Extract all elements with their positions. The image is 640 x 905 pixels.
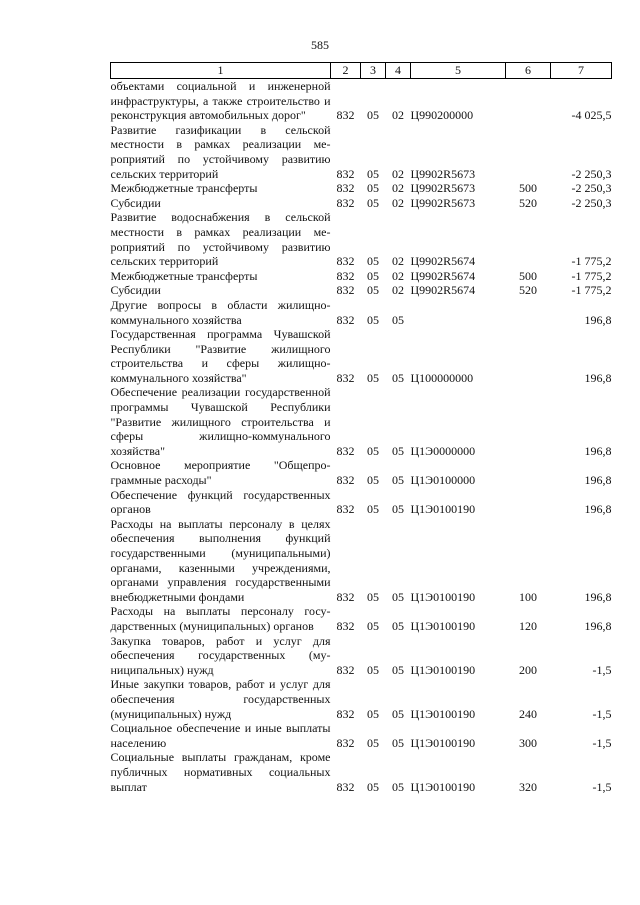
row-section: 05 — [367, 706, 379, 721]
row-subsection: 02 — [392, 254, 404, 269]
row-expense-type: 500 — [519, 268, 537, 283]
row-target-article: Ц9902R5674 — [410, 268, 476, 283]
row-name: Обеспечение реализации государственной программы Чувашской Республики "Развитие жилищного строительства и сферы жилищно-коммунального хозяйства" — [110, 385, 331, 458]
row-subsection: 02 — [392, 268, 404, 283]
row-section: 05 — [367, 108, 379, 123]
row-section: 05 — [367, 502, 379, 517]
row-ministry-code: 832 — [336, 254, 355, 269]
row-section: 05 — [367, 268, 379, 283]
row-ministry-code: 832 — [336, 443, 355, 458]
row-subsection: 02 — [392, 166, 404, 181]
table-row — [111, 283, 612, 298]
row-name: Субсидии — [110, 283, 161, 298]
row-subsection: 05 — [392, 312, 404, 327]
row-subsection: 05 — [392, 443, 404, 458]
row-amount: -2 250,3 — [571, 166, 612, 181]
row-expense-type: 300 — [519, 735, 537, 750]
row-name: Социальные выплаты гражданам, кроме публичных нормативных социальных выплат — [110, 750, 331, 794]
row-expense-type — [506, 385, 551, 458]
row-amount: -4 025,5 — [571, 108, 612, 123]
row-expense-type — [506, 298, 551, 327]
row-target-article — [411, 298, 506, 327]
row-amount: -1,5 — [592, 706, 612, 721]
row-name: Межбюджетные трансферты — [110, 181, 258, 196]
row-subsection: 05 — [392, 589, 404, 604]
row-expense-type: 240 — [519, 706, 537, 721]
row-amount: -1,5 — [592, 735, 612, 750]
table-row — [111, 385, 612, 458]
row-expense-type: 500 — [519, 181, 537, 196]
row-section: 05 — [367, 312, 379, 327]
row-name: Обеспечение функций государственных органов — [110, 487, 331, 517]
row-target-article: Ц1Э0100190 — [410, 735, 476, 750]
row-target-article: Ц1Э0100000 — [410, 473, 476, 488]
row-ministry-code: 832 — [336, 589, 355, 604]
row-target-article: Ц100000000 — [410, 370, 474, 385]
row-target-article: Ц990200000 — [410, 108, 474, 123]
header-col-3: 3 — [361, 63, 386, 79]
row-name: Межбюджетные трансферты — [110, 268, 258, 283]
row-amount: 196,8 — [584, 443, 612, 458]
header-col-7: 7 — [551, 63, 612, 79]
row-ministry-code: 832 — [336, 662, 355, 677]
table-row — [111, 488, 612, 517]
table-row — [111, 604, 612, 633]
row-name: Расходы на выплаты персоналу государственных (муниципальных) органов — [110, 604, 331, 633]
row-expense-type — [506, 123, 551, 181]
row-target-article: Ц1Э0100190 — [410, 662, 476, 677]
row-expense-type — [506, 327, 551, 385]
row-name: Государственная программа Чувашской Республики "Развитие жилищного строительства и сферы жилищно-коммунального хозяйства" — [110, 327, 331, 385]
row-ministry-code: 832 — [336, 706, 355, 721]
row-ministry-code: 832 — [336, 108, 355, 123]
row-amount: -1,5 — [592, 779, 612, 794]
row-name: Иные закупки товаров, работ и услуг для обеспечения государственных (муниципальных) нужд — [110, 677, 331, 721]
table-row — [111, 750, 612, 794]
page-number: 585 — [311, 38, 329, 52]
row-name: Другие вопросы в области жилищно-коммунального хозяйства — [110, 297, 331, 327]
row-subsection: 05 — [392, 473, 404, 488]
row-ministry-code: 832 — [336, 312, 355, 327]
row-section: 05 — [367, 662, 379, 677]
row-section: 05 — [367, 166, 379, 181]
row-name: объектами социальной и инженерной инфраструктуры, а также строительство и реконструкция автомобильных дорог" — [110, 79, 331, 123]
row-section: 05 — [367, 779, 379, 794]
row-amount: 196,8 — [584, 589, 612, 604]
row-expense-type: 200 — [519, 662, 537, 677]
table-row — [111, 298, 612, 327]
row-name: Субсидии — [110, 195, 161, 210]
row-name: Развитие газификации в сельской местности в рамках реализации мероприятий по устойчивому развитию сельских территорий — [110, 122, 331, 181]
row-expense-type — [506, 210, 551, 268]
row-section: 05 — [367, 589, 379, 604]
table-header-row — [111, 63, 612, 79]
row-section: 05 — [367, 370, 379, 385]
row-target-article: Ц1Э0100190 — [410, 502, 476, 517]
row-ministry-code: 832 — [336, 268, 355, 283]
table-row — [111, 181, 612, 196]
row-section: 05 — [367, 181, 379, 196]
row-expense-type: 100 — [519, 589, 537, 604]
row-section: 05 — [367, 735, 379, 750]
row-section: 05 — [367, 195, 379, 210]
row-ministry-code: 832 — [336, 502, 355, 517]
header-col-5: 5 — [411, 63, 506, 79]
row-subsection: 05 — [392, 370, 404, 385]
row-target-article: Ц9902R5674 — [410, 254, 476, 269]
row-target-article: Ц1Э0100190 — [410, 589, 476, 604]
row-ministry-code: 832 — [336, 473, 355, 488]
row-expense-type: 520 — [519, 283, 537, 298]
row-expense-type: 520 — [519, 195, 537, 210]
row-subsection: 02 — [392, 108, 404, 123]
row-amount: -2 250,3 — [571, 195, 612, 210]
row-ministry-code: 832 — [336, 166, 355, 181]
row-name: Закупка товаров, работ и услуг для обеспечения государственных (муниципальных) нужд — [110, 633, 331, 677]
table-row — [111, 634, 612, 678]
row-subsection: 05 — [392, 706, 404, 721]
row-ministry-code: 832 — [336, 735, 355, 750]
row-ministry-code: 832 — [336, 283, 355, 298]
row-target-article: Ц9902R5674 — [410, 283, 476, 298]
row-target-article: Ц9902R5673 — [410, 195, 476, 210]
row-target-article: Ц9902R5673 — [410, 181, 476, 196]
header-col-2: 2 — [331, 63, 361, 79]
row-amount: -1 775,2 — [571, 283, 612, 298]
budget-table — [110, 62, 612, 794]
table-row — [111, 677, 612, 721]
row-name: Социальное обеспечение и иные выплаты населению — [110, 721, 331, 750]
row-section: 05 — [367, 618, 379, 633]
table-row — [111, 517, 612, 605]
row-subsection: 05 — [392, 502, 404, 517]
row-expense-type — [506, 458, 551, 487]
row-target-article: Ц1Э0100190 — [410, 618, 476, 633]
row-name: Основное мероприятие "Общепрограммные расходы" — [110, 458, 331, 488]
header-col-1: 1 — [111, 63, 331, 79]
row-target-article: Ц1Э0100190 — [410, 779, 476, 794]
table-row — [111, 196, 612, 211]
row-expense-type — [506, 79, 551, 123]
row-target-article: Ц1Э0000000 — [410, 443, 476, 458]
row-target-article: Ц9902R5673 — [410, 166, 476, 181]
row-subsection: 05 — [392, 662, 404, 677]
table-row — [111, 458, 612, 487]
table-row — [111, 210, 612, 268]
header-col-4: 4 — [386, 63, 411, 79]
row-ministry-code: 832 — [336, 618, 355, 633]
table-row — [111, 79, 612, 123]
row-target-article: Ц1Э0100190 — [410, 706, 476, 721]
row-amount: 196,8 — [584, 473, 612, 488]
table-row — [111, 123, 612, 181]
row-ministry-code: 832 — [336, 779, 355, 794]
row-ministry-code: 832 — [336, 195, 355, 210]
row-subsection: 02 — [392, 283, 404, 298]
row-amount: -1 775,2 — [571, 268, 612, 283]
row-subsection: 02 — [392, 181, 404, 196]
row-ministry-code: 832 — [336, 181, 355, 196]
row-expense-type: 320 — [519, 779, 537, 794]
table-row — [111, 327, 612, 385]
row-section: 05 — [367, 283, 379, 298]
row-name: Развитие водоснабжения в сельской местности в рамках реализации мероприятий по устойчивому развитию сельских территорий — [110, 210, 331, 269]
row-name: Расходы на выплаты персоналу в целях обеспечения выполнения функций государственными (муниципальными) органами, казенными учреждениями, органами управления государственными внебюджетными фондами — [110, 516, 331, 604]
row-expense-type — [506, 488, 551, 517]
row-amount: -1,5 — [592, 662, 612, 677]
row-subsection: 05 — [392, 779, 404, 794]
row-subsection: 05 — [392, 735, 404, 750]
header-col-6: 6 — [506, 63, 551, 79]
row-amount: 196,8 — [584, 618, 612, 633]
table-row — [111, 269, 612, 284]
row-amount: 196,8 — [584, 370, 612, 385]
row-section: 05 — [367, 473, 379, 488]
row-expense-type: 120 — [519, 618, 537, 633]
row-subsection: 05 — [392, 618, 404, 633]
row-section: 05 — [367, 254, 379, 269]
row-section: 05 — [367, 443, 379, 458]
row-ministry-code: 832 — [336, 370, 355, 385]
row-amount: -1 775,2 — [571, 254, 612, 269]
row-amount: 196,8 — [584, 312, 612, 327]
row-amount: -2 250,3 — [571, 181, 612, 196]
row-amount: 196,8 — [584, 502, 612, 517]
row-subsection: 02 — [392, 195, 404, 210]
table-row — [111, 721, 612, 750]
